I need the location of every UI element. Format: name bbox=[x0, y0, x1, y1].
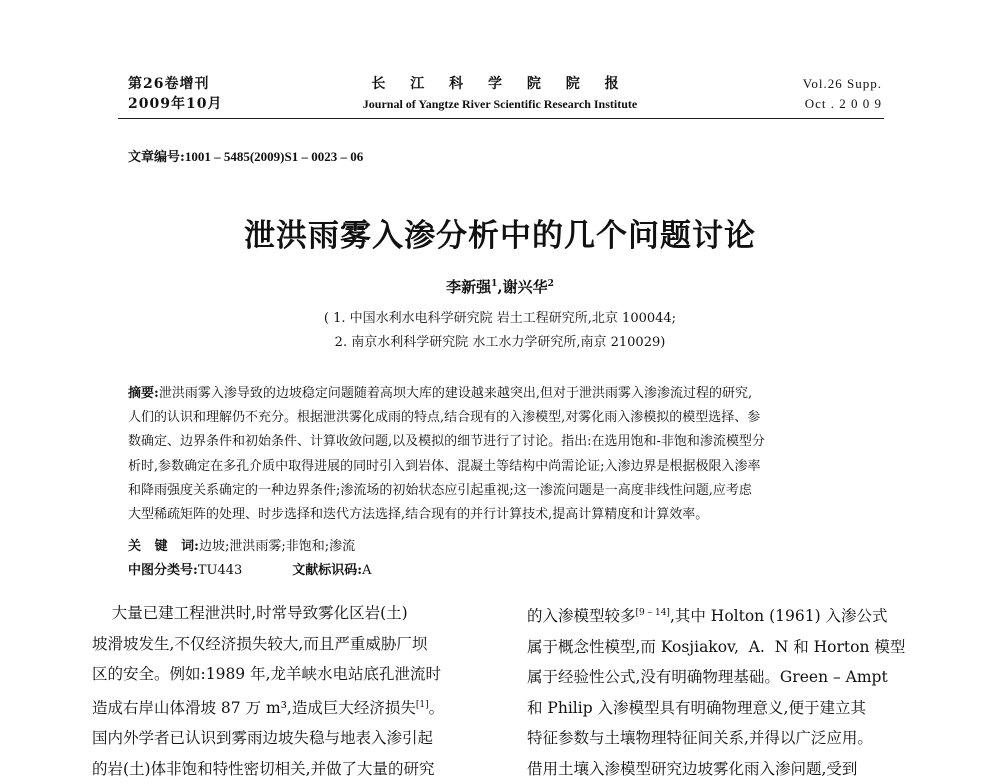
body-line bbox=[527, 598, 927, 632]
body-line: 属于经验性公式,没有明确物理基础。Green – Ampt bbox=[527, 668, 888, 687]
article-number bbox=[128, 146, 363, 165]
keywords bbox=[128, 535, 355, 554]
abstract bbox=[128, 382, 890, 527]
body-line: 区的安全。例如:1989 年,龙羊峡水电站底孔泄流时 bbox=[92, 665, 442, 683]
date-line-en: Oct . 2 0 0 9 bbox=[804, 96, 882, 111]
volume-issue-en bbox=[803, 74, 882, 114]
body-line: 的岩(土)体非饱和特性密切相关,并做了大量的研究 bbox=[92, 759, 435, 778]
citation: [9 – 14] bbox=[635, 608, 670, 618]
author-2: 谢兴华 bbox=[502, 278, 548, 296]
abstract-line: 析时,参数确定在多孔介质中取得进展的同时引入到岩体、混凝土等结构中尚需论证;入渗边界是根据极限入渗率 bbox=[128, 458, 761, 474]
body-line: 大量已建工程泄洪时,时常导致雾化区岩(土) bbox=[92, 604, 408, 622]
volume-line-en: Vol.26 Supp. bbox=[802, 76, 882, 91]
body-line: 坡滑坡发生,不仅经济损失较大,而且严重威胁厂坝 bbox=[92, 634, 428, 653]
affiliation-2: 2. 南京水利科学研究院 水工水力学研究所,南京 210029) bbox=[334, 335, 666, 350]
clc-value: TU443 bbox=[197, 563, 243, 578]
date-line: 2009年10月 bbox=[128, 96, 223, 112]
citation: [1] bbox=[415, 699, 429, 710]
doc-code-label: 文献标识码: bbox=[292, 563, 363, 578]
abstract-line bbox=[128, 382, 890, 406]
authors bbox=[0, 276, 1000, 297]
body-column-right bbox=[527, 598, 927, 784]
body-line: 借用土壤入渗模型研究边坡雾化雨入渗问题,受到 bbox=[527, 759, 858, 778]
header-rule bbox=[118, 118, 884, 119]
abstract-label: 摘要: bbox=[128, 386, 159, 401]
classification bbox=[128, 559, 371, 578]
article-number-label: 文章编号: bbox=[128, 150, 185, 165]
volume-issue bbox=[128, 74, 222, 114]
body-column-left bbox=[92, 598, 492, 784]
keywords-value: 边坡;泄洪雨雾;非饱和;渗流 bbox=[198, 539, 356, 554]
body-line: 属于概念性模型,而 Kosjiakov, A. N 和 Horton 模型 bbox=[527, 637, 906, 656]
body-line: 和 Philip 入渗模型具有明确物理意义,便于建立其 bbox=[527, 698, 866, 717]
body-line: 特征参数与土壤物理特征间关系,并得以广泛应用。 bbox=[527, 729, 873, 748]
journal-name-cn: 长 江 科 学 院 院 报 bbox=[371, 76, 629, 92]
abstract-line: 大型稀疏矩阵的处理、时步选择和迭代方法选择,结合现有的并行计算技术,提高计算精度和计算效率。 bbox=[128, 507, 709, 523]
body-text: 。 bbox=[428, 698, 445, 717]
body-line bbox=[92, 690, 492, 724]
abstract-line: 数确定、边界条件和初始条件、计算收敛问题,以及模拟的细节进行了讨论。指出:在选用饱和-非饱和渗流模型分 bbox=[128, 434, 765, 450]
author-1-affil: 1 bbox=[491, 279, 498, 289]
keywords-label: 关 键 词: bbox=[128, 539, 199, 554]
body-text: 造成右岸山体滑坡 87 万 m³,造成巨大经济损失 bbox=[92, 698, 416, 717]
author-2-affil: 2 bbox=[547, 279, 554, 289]
author-separator: , bbox=[497, 278, 503, 296]
body-text: ,其中 Holton (1961) 入渗公式 bbox=[669, 607, 888, 626]
paper-title: 泄洪雨雾入渗分析中的几个问题讨论 bbox=[244, 218, 756, 254]
journal-name bbox=[300, 74, 700, 114]
body-line: 国内外学者已认识到雾雨边坡失稳与地表入渗引起 bbox=[92, 729, 434, 748]
journal-name-en: Journal of Yangtze River Scientific Research Institute bbox=[362, 97, 638, 111]
affiliation-1: ( 1. 中国水利水电科学研究院 岩土工程研究所,北京 100044; bbox=[323, 311, 677, 326]
doc-code-value: A bbox=[362, 563, 372, 578]
clc-label: 中图分类号: bbox=[128, 563, 198, 578]
abstract-line: 和降雨强度关系确定的一种边界条件;渗流场的初始状态应引起重视;这一渗流问题是一高度非线性问题,应考虑 bbox=[128, 482, 752, 498]
abstract-text: 泄洪雨雾入渗导致的边坡稳定问题随着高坝大库的建设越来越突出,但对于泄洪雨雾入渗渗流过程的研究, bbox=[158, 386, 753, 401]
article-number-value: 1001 – 5485(2009)S1 – 0023 – 06 bbox=[184, 149, 364, 164]
author-1: 李新强 bbox=[446, 278, 492, 296]
volume-line: 第26卷增刊 bbox=[128, 76, 210, 92]
body-text: 的入渗模型较多 bbox=[527, 607, 636, 626]
abstract-line: 人们的认识和理解仍不充分。根据泄洪雾化成雨的特点,结合现有的入渗模型,对雾化雨入渗模拟的模型选择、参 bbox=[128, 410, 761, 426]
